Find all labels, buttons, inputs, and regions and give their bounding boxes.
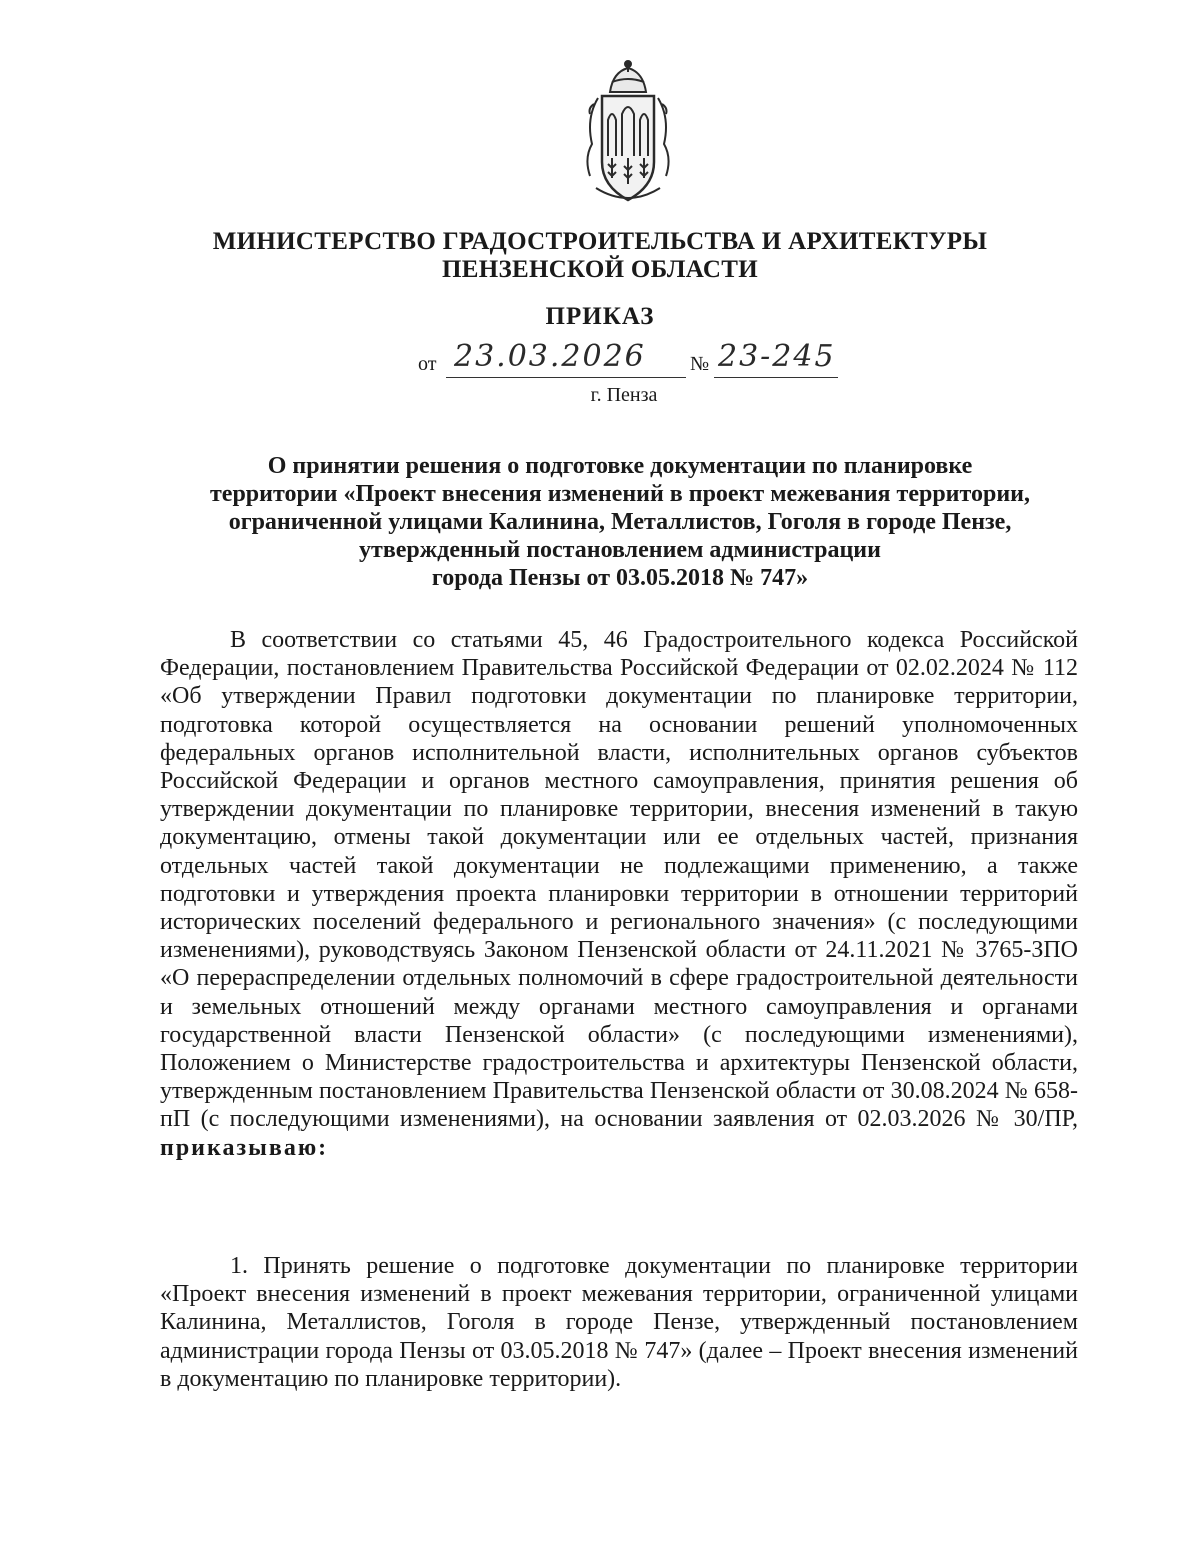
date-underline — [446, 377, 686, 378]
order-title-line1: О принятии решения о подготовке документации по планировке — [267, 453, 973, 479]
ministry-name — [0, 228, 1200, 284]
date-value: 23.03.2026 — [454, 339, 646, 374]
order-title-line2: территории «Проект внесения изменений в проект межевания территории, — [210, 481, 1030, 507]
ministry-name-line1: МИНИСТЕРСТВО ГРАДОСТРОИТЕЛЬСТВА И АРХИТЕКТУРЫ — [212, 228, 988, 255]
number-value: 23-245 — [718, 339, 836, 374]
city: г. Пенза — [590, 384, 658, 406]
order-date-number-line — [418, 339, 848, 386]
number-label: № — [690, 353, 710, 375]
number-underline — [714, 377, 838, 378]
order-title-line3: ограниченной улицами Калинина, Металлистов, Гоголя в городе Пензе, — [228, 509, 1012, 535]
coat-of-arms-icon — [568, 58, 688, 208]
order-title-line4: утвержденный постановлением администрации — [359, 537, 881, 563]
date-label: от — [418, 353, 437, 375]
item-1-paragraph: 1. Принять решение о подготовке документации по планировке территории «Проект внесения изменений в проект межевания территории, ограниченной улицами Калинина, Металлистов, Гоголя в городе Пензе, утвержденный постановлением администрации города Пензы от 03.05.2018 № 747» (далее – Проект внесения изменений в документацию по планировке территории). — [160, 1253, 1078, 1392]
order-title — [160, 452, 1080, 592]
preamble-paragraph — [160, 626, 1078, 1162]
order-title-line5: города Пензы от 03.05.2018 № 747» — [431, 565, 809, 591]
ministry-name-line2: ПЕНЗЕНСКОЙ ОБЛАСТИ — [442, 256, 758, 283]
decree-word: приказываю: — [160, 1134, 329, 1161]
document-type: ПРИКАЗ — [545, 303, 655, 330]
preamble-text: В соответствии со статьями 45, 46 Градостроительного кодекса Российской Федерации, постановлением Правительства Российской Федерации от 02.02.2024 № 112 «Об утверждении Правил подготовки документации по планировке территории, подготовка которой осуществляется на основании решений уполномоченных федеральных органов исполнительной власти, исполнительных органов субъектов Российской Федерации и органов местного самоуправления, принятия решения об утверждении документации по планировке территории, внесения изменений в такую документацию, отмены такой документации или ее отдельных частей, признания отдельных частей такой документации не подлежащими применению, а также подготовки и утверждения проекта планировки территории в отношении территорий исторических поселений федерального и регионального значения» (с последующими изменениями), руководствуясь Законом Пензенской области от 24.11.2021 № 3765-ЗПО «О перераспределении отдельных полномочий в сфере градостроительной деятельности и земельных отношений между органами местного самоуправления и органами государственной власти Пензенской области» (с последующими изменениями), Положением о Министерстве градостроительства и архитектуры Пензенской области, утвержденным постановлением Правительства Пензенской области от 30.08.2024 № 658-пП (с последующими изменениями), на основании заявления от 02.03.2026 № 30/ПР, — [160, 627, 1078, 1133]
